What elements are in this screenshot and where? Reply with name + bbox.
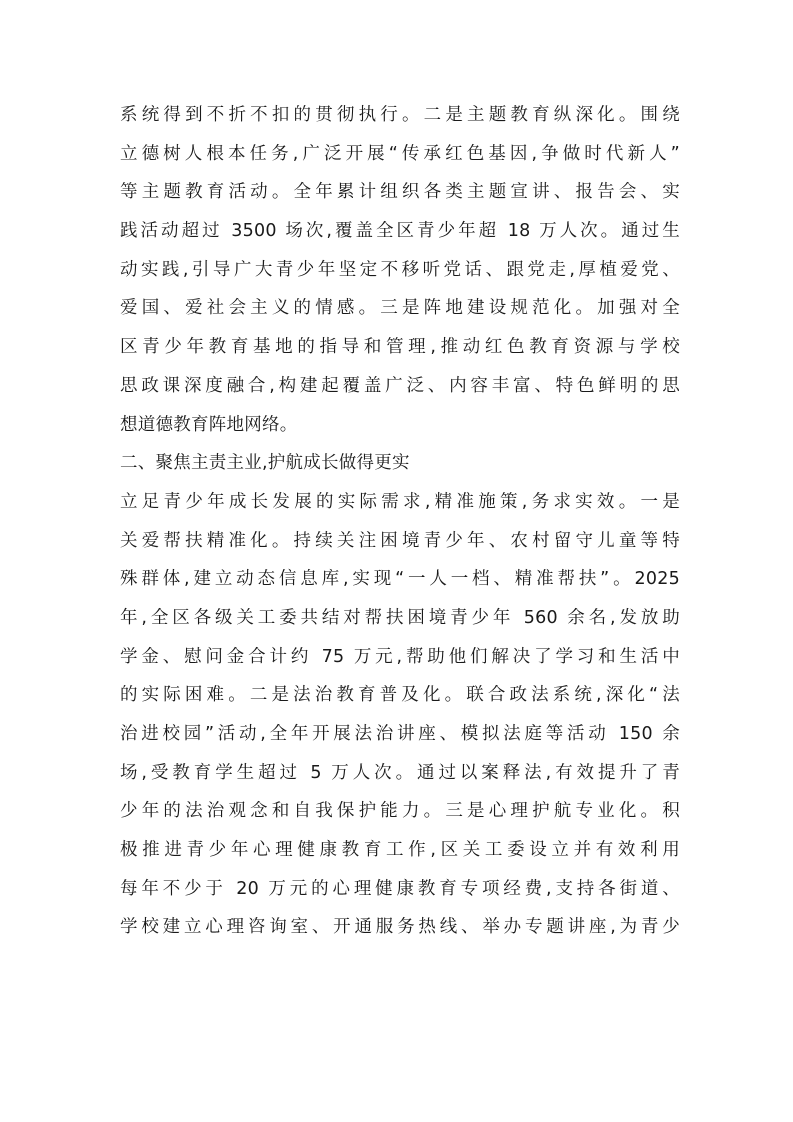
text-line: 学校建立心理咨询室、开通服务热线、举办专题讲座,为青少 <box>120 917 680 938</box>
text-line: 等主题教育活动。全年累计组织各类主题宣讲、报告会、实 <box>120 182 680 203</box>
text-line: 少年的法治观念和自我保护能力。三是心理护航专业化。积 <box>120 801 680 822</box>
text-line: 学金、慰问金合计约 75 万元,帮助他们解决了学习和生活中 <box>120 646 680 667</box>
section-heading: 二、聚焦主责主业,护航成长做得更实 <box>120 453 410 474</box>
text-line: 场,受教育学生超过 5 万人次。通过以案释法,有效提升了青 <box>120 762 680 783</box>
text-line: 立足青少年成长发展的实际需求,精准施策,务求实效。一是 <box>120 491 680 512</box>
text-line: 想道德教育阵地网络。 <box>120 414 298 435</box>
text-line: 极推进青少年心理健康教育工作,区关工委设立并有效利用 <box>120 840 680 861</box>
text-line: 系统得到不折不扣的贯彻执行。二是主题教育纵深化。围绕 <box>120 105 680 125</box>
text-line: 每年不少于 20 万元的心理健康教育专项经费,支持各街道、 <box>120 878 680 899</box>
text-line: 年,全区各级关工委共结对帮扶困境青少年 560 余名,发放助 <box>120 607 680 628</box>
text-line: 立德树人根本任务,广泛开展“传承红色基因,争做时代新人” <box>120 143 680 164</box>
text-line: 动实践,引导广大青少年坚定不移听党话、跟党走,厚植爱党、 <box>120 259 680 280</box>
text-line: 区青少年教育基地的指导和管理,推动红色教育资源与学校 <box>120 337 680 358</box>
text-line: 治进校园”活动,全年开展法治讲座、模拟法庭等活动 150 余 <box>120 724 680 744</box>
text-line: 的实际困难。二是法治教育普及化。联合政法系统,深化“法 <box>120 685 680 706</box>
text-line: 关爱帮扶精准化。持续关注困境青少年、农村留守儿童等特 <box>120 530 680 551</box>
body-text <box>120 96 680 947</box>
text-line: 践活动超过 3500 场次,覆盖全区青少年超 18 万人次。通过生 <box>120 221 680 242</box>
text-line: 爱国、爱社会主义的情感。三是阵地建设规范化。加强对全 <box>120 298 680 319</box>
text-line: 殊群体,建立动态信息库,实现“一人一档、精准帮扶”。2025 <box>120 569 680 590</box>
text-line: 思政课深度融合,构建起覆盖广泛、内容丰富、特色鲜明的思 <box>120 375 680 396</box>
